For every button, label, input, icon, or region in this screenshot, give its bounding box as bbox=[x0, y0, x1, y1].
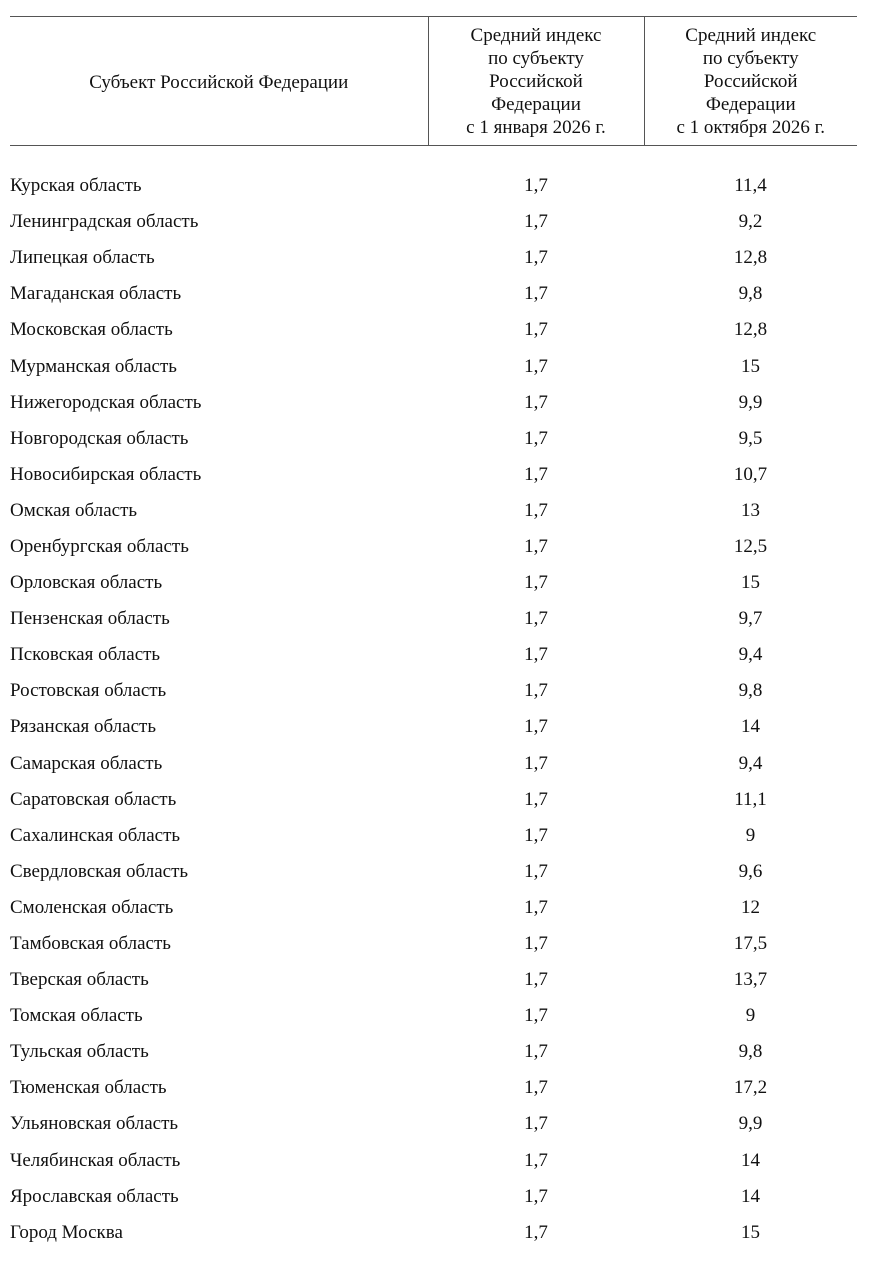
header-oct-line: с 1 октября 2026 г. bbox=[676, 116, 825, 138]
table-row bbox=[10, 673, 857, 709]
region-cell: Магаданская область bbox=[10, 283, 182, 305]
oct-index-cell: 9,8 bbox=[738, 283, 763, 305]
oct-index-cell: 15 bbox=[741, 572, 760, 594]
table-row bbox=[10, 601, 857, 637]
header-row bbox=[10, 17, 857, 146]
oct-index-cell: 9,4 bbox=[738, 752, 763, 774]
header-oct-index bbox=[644, 17, 857, 146]
region-cell: Оренбургская область bbox=[10, 535, 189, 557]
jan-index-cell: 1,7 bbox=[524, 175, 548, 197]
table-row bbox=[10, 168, 857, 204]
table-row bbox=[10, 637, 857, 673]
table-row bbox=[10, 457, 857, 493]
jan-index-cell: 1,7 bbox=[524, 499, 548, 521]
region-cell: Томская область bbox=[10, 1005, 143, 1027]
table-row bbox=[10, 240, 857, 276]
oct-index-cell: 17,2 bbox=[733, 1077, 768, 1099]
table-row bbox=[10, 1106, 857, 1142]
oct-index-cell: 17,5 bbox=[733, 933, 768, 955]
oct-index-cell: 14 bbox=[741, 716, 760, 738]
region-cell: Рязанская область bbox=[10, 716, 156, 738]
oct-index-cell: 9 bbox=[745, 1005, 756, 1027]
table-row bbox=[10, 746, 857, 782]
table-row bbox=[10, 1143, 857, 1179]
jan-index-cell: 1,7 bbox=[524, 463, 548, 485]
oct-index-cell: 12,8 bbox=[733, 319, 768, 341]
table-row bbox=[10, 385, 857, 421]
oct-index-cell: 14 bbox=[741, 1149, 760, 1171]
region-cell: Ростовская область bbox=[10, 680, 167, 702]
region-cell: Новосибирская область bbox=[10, 463, 202, 485]
jan-index-cell: 1,7 bbox=[524, 644, 548, 666]
table-row bbox=[10, 493, 857, 529]
table-spacer bbox=[10, 146, 857, 169]
jan-index-cell: 1,7 bbox=[524, 1185, 548, 1207]
table-row bbox=[10, 529, 857, 565]
table-row bbox=[10, 926, 857, 962]
jan-index-cell: 1,7 bbox=[524, 1149, 548, 1171]
jan-index-cell: 1,7 bbox=[524, 1077, 548, 1099]
region-cell: Самарская область bbox=[10, 752, 163, 774]
oct-index-cell: 9,4 bbox=[738, 644, 763, 666]
region-cell: Пензенская область bbox=[10, 608, 170, 630]
region-cell: Курская область bbox=[10, 175, 142, 197]
header-region-label: Субъект Российской Федерации bbox=[89, 71, 349, 93]
table-row bbox=[10, 421, 857, 457]
oct-index-cell: 11,4 bbox=[734, 175, 767, 197]
index-table bbox=[10, 16, 857, 1251]
table-row bbox=[10, 1034, 857, 1070]
table-row bbox=[10, 565, 857, 601]
oct-index-cell: 14 bbox=[741, 1185, 760, 1207]
oct-index-cell: 9,8 bbox=[738, 1041, 763, 1063]
header-jan-index bbox=[428, 17, 644, 146]
spacer-cell bbox=[10, 146, 857, 169]
table-row bbox=[10, 854, 857, 890]
oct-index-cell: 12,5 bbox=[733, 535, 768, 557]
jan-index-cell: 1,7 bbox=[524, 608, 548, 630]
region-cell: Тверская область bbox=[10, 969, 149, 991]
region-cell: Сахалинская область bbox=[10, 824, 181, 846]
region-cell: Мурманская область bbox=[10, 355, 177, 377]
oct-index-cell: 15 bbox=[741, 355, 760, 377]
jan-index-cell: 1,7 bbox=[524, 427, 548, 449]
header-oct-line: Средний индекс bbox=[685, 24, 817, 46]
region-cell: Город Москва bbox=[10, 1221, 123, 1243]
oct-index-cell: 12,8 bbox=[733, 247, 768, 269]
jan-index-cell: 1,7 bbox=[524, 319, 548, 341]
oct-index-cell: 9,7 bbox=[738, 608, 763, 630]
region-cell: Ленинградская область bbox=[10, 211, 199, 233]
table-row bbox=[10, 204, 857, 240]
oct-index-cell: 10,7 bbox=[733, 463, 768, 485]
jan-index-cell: 1,7 bbox=[524, 680, 548, 702]
jan-index-cell: 1,7 bbox=[524, 211, 548, 233]
table-header bbox=[10, 17, 857, 146]
table-row bbox=[10, 276, 857, 312]
oct-index-cell: 11,1 bbox=[734, 788, 767, 810]
oct-index-cell: 9,9 bbox=[738, 391, 763, 413]
jan-index-cell: 1,7 bbox=[524, 1221, 548, 1243]
table-row bbox=[10, 1179, 857, 1215]
oct-index-cell: 15 bbox=[741, 1221, 760, 1243]
header-jan-line: Российской bbox=[489, 70, 583, 92]
oct-index-cell: 9 bbox=[745, 824, 756, 846]
header-oct-line: по субъекту bbox=[702, 47, 799, 69]
jan-index-cell: 1,7 bbox=[524, 860, 548, 882]
jan-index-cell: 1,7 bbox=[524, 716, 548, 738]
header-oct-line: Российской bbox=[703, 70, 798, 92]
region-cell: Смоленская область bbox=[10, 896, 174, 918]
jan-index-cell: 1,7 bbox=[524, 283, 548, 305]
region-cell: Свердловская область bbox=[10, 860, 189, 882]
header-jan-line: Средний индекс bbox=[470, 24, 602, 46]
jan-index-cell: 1,7 bbox=[524, 752, 548, 774]
oct-index-cell: 13 bbox=[741, 499, 760, 521]
table-row bbox=[10, 348, 857, 384]
header-jan-line: с 1 января 2026 г. bbox=[466, 116, 606, 138]
oct-index-cell: 9,5 bbox=[738, 427, 763, 449]
oct-index-cell: 9,6 bbox=[738, 860, 763, 882]
table-row bbox=[10, 998, 857, 1034]
region-cell: Московская область bbox=[10, 319, 173, 341]
region-cell: Ульяновская область bbox=[10, 1113, 179, 1135]
region-cell: Новгородская область bbox=[10, 427, 189, 449]
table-row bbox=[10, 1215, 857, 1251]
region-cell: Тюменская область bbox=[10, 1077, 167, 1099]
table-row bbox=[10, 709, 857, 745]
table-row bbox=[10, 782, 857, 818]
table-row bbox=[10, 890, 857, 926]
table-row bbox=[10, 1070, 857, 1106]
jan-index-cell: 1,7 bbox=[524, 247, 548, 269]
table-row bbox=[10, 962, 857, 998]
table-body bbox=[10, 146, 857, 1251]
jan-index-cell: 1,7 bbox=[524, 969, 548, 991]
jan-index-cell: 1,7 bbox=[524, 535, 548, 557]
region-cell: Ярославская область bbox=[10, 1185, 179, 1207]
jan-index-cell: 1,7 bbox=[524, 933, 548, 955]
header-jan-line: Федерации bbox=[491, 93, 581, 115]
jan-index-cell: 1,7 bbox=[524, 1113, 548, 1135]
oct-index-cell: 13,7 bbox=[733, 969, 768, 991]
table-row bbox=[10, 818, 857, 854]
jan-index-cell: 1,7 bbox=[524, 788, 548, 810]
header-jan-line: по субъекту bbox=[488, 47, 584, 69]
region-cell: Нижегородская область bbox=[10, 391, 202, 413]
table-row bbox=[10, 312, 857, 348]
jan-index-cell: 1,7 bbox=[524, 572, 548, 594]
oct-index-cell: 9,9 bbox=[738, 1113, 763, 1135]
region-cell: Орловская область bbox=[10, 572, 163, 594]
region-cell: Омская область bbox=[10, 499, 138, 521]
jan-index-cell: 1,7 bbox=[524, 355, 548, 377]
region-cell: Тульская область bbox=[10, 1041, 149, 1063]
oct-index-cell: 12 bbox=[741, 896, 760, 918]
oct-index-cell: 9,8 bbox=[738, 680, 763, 702]
jan-index-cell: 1,7 bbox=[524, 1041, 548, 1063]
jan-index-cell: 1,7 bbox=[524, 1005, 548, 1027]
region-cell: Псковская область bbox=[10, 644, 161, 666]
region-cell: Тамбовская область bbox=[10, 933, 171, 955]
region-cell: Липецкая область bbox=[10, 247, 155, 269]
oct-index-cell: 9,2 bbox=[738, 211, 763, 233]
header-region bbox=[10, 17, 428, 146]
region-cell: Челябинская область bbox=[10, 1149, 181, 1171]
jan-index-cell: 1,7 bbox=[524, 391, 548, 413]
jan-index-cell: 1,7 bbox=[524, 896, 548, 918]
header-oct-line: Федерации bbox=[705, 93, 796, 115]
region-cell: Саратовская область bbox=[10, 788, 177, 810]
jan-index-cell: 1,7 bbox=[524, 824, 548, 846]
